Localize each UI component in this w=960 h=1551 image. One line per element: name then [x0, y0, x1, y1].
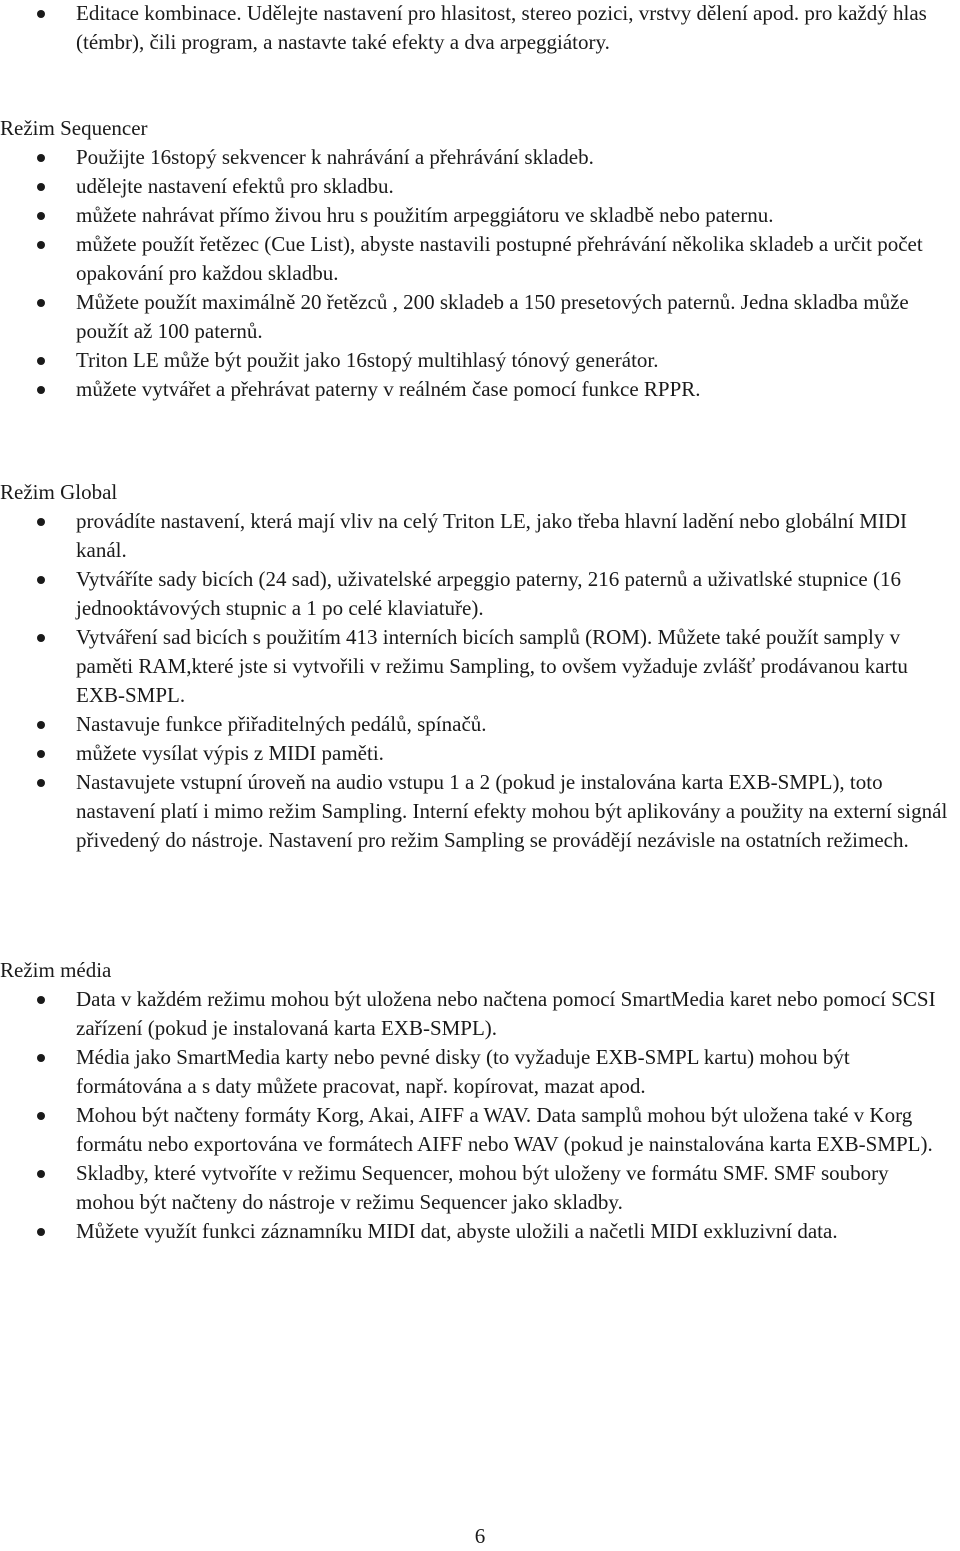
section-heading-sequencer: Režim Sequencer — [0, 116, 148, 140]
sequencer-section — [0, 114, 956, 404]
media-list — [0, 985, 956, 1246]
intro-section — [0, 0, 956, 57]
list-item: Média jako SmartMedia karty nebo pevné disky (to vyžaduje EXB-SMPL kartu) mohou být formátována a s daty můžete pracovat, např. kopírovat, mazat apod. — [0, 1043, 956, 1101]
intro-list — [0, 0, 956, 57]
section-heading-global: Režim Global — [0, 480, 118, 504]
list-item: Vytváření sad bicích s použitím 413 interních bicích samplů (ROM). Můžete také použít samply v paměti RAM,které jste si vytvořili v režimu Sampling, to ovšem vyžaduje zvlášť prodávanou kartu EXB-SMPL. — [0, 623, 956, 710]
list-item: Vytváříte sady bicích (24 sad), uživatelské arpeggio paterny, 216 paternů a uživatlské stupnice (16 jednooktávových stupnic a 1 po celé klaviatuře). — [0, 565, 956, 623]
list-item: Můžete použít maximálně 20 řetězců , 200 skladeb a 150 presetových paternů. Jedna skladba může použít až 100 paternů. — [0, 288, 956, 346]
list-item: Můžete využít funkci záznamníku MIDI dat, abyste uložili a načetli MIDI exkluzivní data. — [0, 1217, 956, 1246]
list-item: můžete vytvářet a přehrávat paterny v reálném čase pomocí funkce RPPR. — [0, 375, 956, 404]
media-section — [0, 956, 956, 1246]
list-item: Nastavuje funkce přiřaditelných pedálů, spínačů. — [0, 710, 956, 739]
list-item: můžete použít řetězec (Cue List), abyste nastavili postupné přehrávání několika skladeb a určit počet opakování pro každou skladbu. — [0, 230, 956, 288]
list-item: Skladby, které vytvoříte v režimu Sequencer, mohou být uloženy ve formátu SMF. SMF soubory mohou být načteny do nástroje v režimu Sequencer jako skladby. — [0, 1159, 956, 1217]
list-item: Nastavujete vstupní úroveň na audio vstupu 1 a 2 (pokud je instalována karta EXB-SMPL), toto nastavení platí i mimo režim Sampling. Interní efekty mohou být aplikovány a použity na externí signál přivedený do nástroje. Nastavení pro režim Sampling se provádějí nezávisle na ostatních režimech. — [0, 768, 956, 855]
list-item: Triton LE může být použit jako 16stopý multihlasý tónový generátor. — [0, 346, 956, 375]
list-item: udělejte nastavení efektů pro skladbu. — [0, 172, 956, 201]
section-heading-media: Režim média — [0, 958, 112, 982]
list-item: můžete nahrávat přímo živou hru s použitím arpeggiátoru ve skladbě nebo paternu. — [0, 201, 956, 230]
list-item: Použijte 16stopý sekvencer k nahrávání a přehrávání skladeb. — [0, 143, 956, 172]
list-item: Mohou být načteny formáty Korg, Akai, AIFF a WAV. Data samplů mohou být uložena také v Korg formátu nebo exportována ve formátech AIFF nebo WAV (pokud je nainstalována karta EXB-SMPL). — [0, 1101, 956, 1159]
sequencer-list — [0, 143, 956, 404]
global-section — [0, 478, 956, 855]
global-list — [0, 507, 956, 855]
list-item: můžete vysílat výpis z MIDI paměti. — [0, 739, 956, 768]
page-number: 6 — [474, 1524, 486, 1548]
list-item: provádíte nastavení, která mají vliv na celý Triton LE, jako třeba hlavní ladění nebo globální MIDI kanál. — [0, 507, 956, 565]
list-item: Editace kombinace. Udělejte nastavení pro hlasitost, stereo pozici, vrstvy dělení apod. pro každý hlas (témbr), čili program, a nastavte také efekty a dva arpeggiátory. — [0, 0, 956, 57]
list-item: Data v každém režimu mohou být uložena nebo načtena pomocí SmartMedia karet nebo pomocí SCSI zařízení (pokud je instalovaná karta EXB-SMPL). — [0, 985, 956, 1043]
